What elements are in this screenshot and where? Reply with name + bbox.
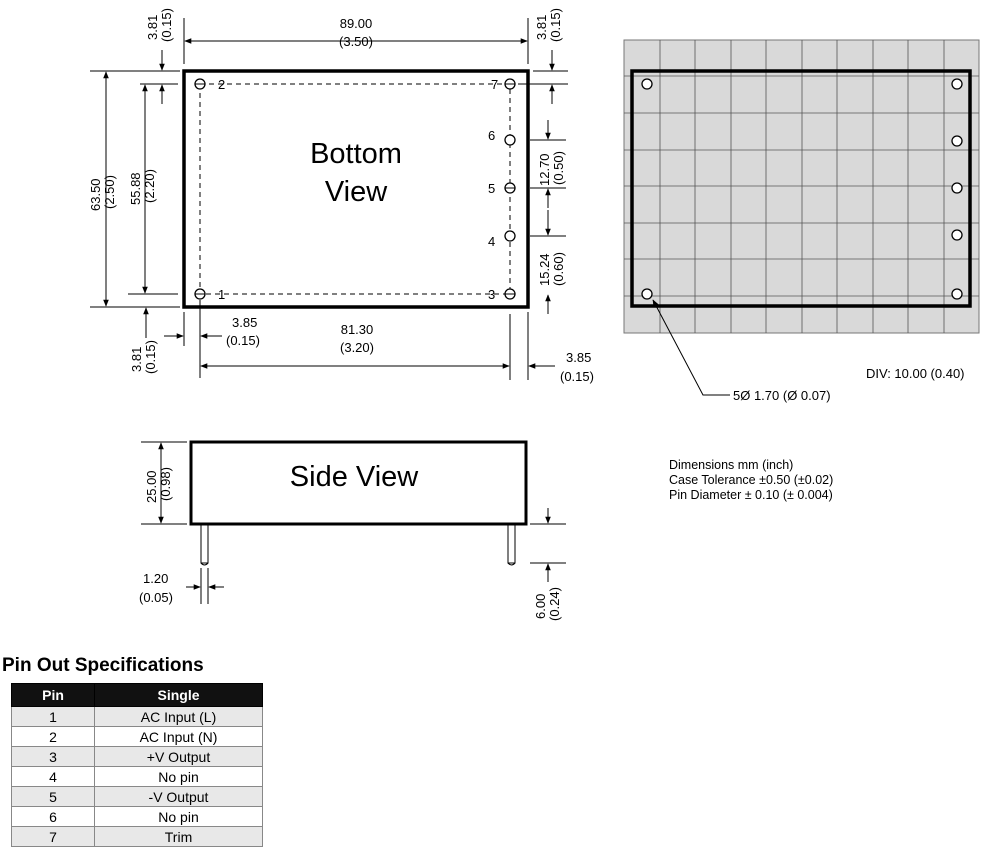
pin-6-hole bbox=[505, 135, 515, 145]
pin-number: 5 bbox=[12, 787, 95, 807]
side-view bbox=[139, 442, 566, 621]
bottom-left-offset-mm: 3.81 bbox=[129, 346, 144, 372]
grid-view bbox=[624, 40, 979, 403]
top-right-offset-in: (0.15) bbox=[548, 8, 563, 42]
width-dim-in: (3.50) bbox=[339, 34, 373, 49]
pin-length-in: (0.24) bbox=[547, 587, 562, 621]
pin-pitch-a-mm: 12.70 bbox=[537, 153, 552, 186]
grid-division-label: DIV: 10.00 (0.40) bbox=[866, 366, 965, 381]
notes-line-pin-diameter: Pin Diameter ± 0.10 (± 0.004) bbox=[669, 488, 833, 502]
pinout-header-pin: Pin bbox=[12, 684, 95, 707]
pin-dia-in: (0.05) bbox=[139, 590, 173, 605]
pin-span-v-in: (2.20) bbox=[142, 169, 157, 203]
bottom-view bbox=[88, 8, 594, 384]
table-row bbox=[12, 767, 263, 787]
notes-line-case-tolerance: Case Tolerance ±0.50 (±0.02) bbox=[669, 473, 834, 487]
pin-label-5: 5 bbox=[488, 181, 496, 196]
table-row bbox=[12, 747, 263, 767]
table-row bbox=[12, 787, 263, 807]
pin-function: +V Output bbox=[95, 747, 263, 767]
table-row bbox=[12, 707, 263, 727]
top-left-offset-mm: 3.81 bbox=[145, 14, 160, 40]
pin-pitch-b-mm: 15.24 bbox=[537, 253, 552, 286]
pin-label-1: 1 bbox=[218, 287, 226, 302]
bottom-left-offset-in: (0.15) bbox=[143, 340, 158, 374]
grid-hole-r2 bbox=[952, 136, 962, 146]
grid-hole-bl bbox=[642, 289, 652, 299]
grid-background bbox=[624, 40, 979, 333]
side-pin-right bbox=[508, 525, 515, 563]
pin-length-mm: 6.00 bbox=[533, 593, 548, 619]
pin-4-hole bbox=[505, 231, 515, 241]
pin-dia-mm: 1.20 bbox=[143, 571, 169, 586]
top-left-offset-in: (0.15) bbox=[159, 8, 174, 42]
grid-hole-r5 bbox=[952, 289, 962, 299]
pin-number: 2 bbox=[12, 727, 95, 747]
grid-hole-r1 bbox=[952, 79, 962, 89]
pin-function: AC Input (N) bbox=[95, 727, 263, 747]
bottom-view-title-line1: Bottom bbox=[310, 138, 402, 170]
table-row bbox=[12, 727, 263, 747]
table-row bbox=[12, 807, 263, 827]
pin-function: -V Output bbox=[95, 787, 263, 807]
grid-hole-r3 bbox=[952, 183, 962, 193]
side-height-in: (0.98) bbox=[158, 467, 173, 501]
left-inset-in: (0.15) bbox=[226, 333, 260, 348]
bottom-view-title-line2: View bbox=[324, 176, 388, 208]
pin-label-4: 4 bbox=[488, 234, 496, 249]
pin-pitch-a-in: (0.50) bbox=[551, 151, 566, 185]
pinout-title: Pin Out Specifications bbox=[2, 655, 204, 676]
pin-number: 6 bbox=[12, 807, 95, 827]
left-inset-mm: 3.85 bbox=[232, 315, 258, 330]
grid-hole-r4 bbox=[952, 230, 962, 240]
pin-number: 7 bbox=[12, 827, 95, 847]
side-height-mm: 25.00 bbox=[144, 470, 159, 503]
pin-span-h-in: (3.20) bbox=[340, 340, 374, 355]
dimension-notes bbox=[669, 458, 833, 503]
table-row bbox=[12, 827, 263, 847]
pin-pitch-b-in: (0.60) bbox=[551, 252, 566, 286]
pin-label-6: 6 bbox=[488, 128, 496, 143]
pin-function: No pin bbox=[95, 767, 263, 787]
side-pin-left bbox=[201, 525, 208, 563]
pin-function: AC Input (L) bbox=[95, 707, 263, 727]
pinout-table bbox=[11, 683, 263, 847]
pin-label-2: 2 bbox=[218, 77, 226, 92]
pin-label-7: 7 bbox=[491, 77, 499, 92]
pin-function: No pin bbox=[95, 807, 263, 827]
grid-hole-tl bbox=[642, 79, 652, 89]
pin-span-h-mm: 81.30 bbox=[340, 322, 374, 337]
pin-number: 3 bbox=[12, 747, 95, 767]
width-dim-mm: 89.00 bbox=[339, 16, 373, 31]
pin-number: 1 bbox=[12, 707, 95, 727]
pinout-header-single: Single bbox=[95, 684, 263, 707]
height-dim-mm: 63.50 bbox=[88, 178, 103, 211]
pin-span-v-mm: 55.88 bbox=[128, 172, 143, 205]
side-view-title: Side View bbox=[289, 461, 419, 493]
hole-diameter-label: 5Ø 1.70 (Ø 0.07) bbox=[733, 388, 831, 403]
top-right-offset-mm: 3.81 bbox=[534, 14, 549, 40]
pin-label-3: 3 bbox=[488, 287, 496, 302]
right-inset-mm: 3.85 bbox=[566, 350, 592, 365]
pin-number: 4 bbox=[12, 767, 95, 787]
height-dim-in: (2.50) bbox=[102, 175, 117, 209]
right-inset-in: (0.15) bbox=[560, 369, 594, 384]
pinout-header-row bbox=[12, 684, 263, 707]
pin-function: Trim bbox=[95, 827, 263, 847]
notes-line-units: Dimensions mm (inch) bbox=[669, 458, 794, 472]
